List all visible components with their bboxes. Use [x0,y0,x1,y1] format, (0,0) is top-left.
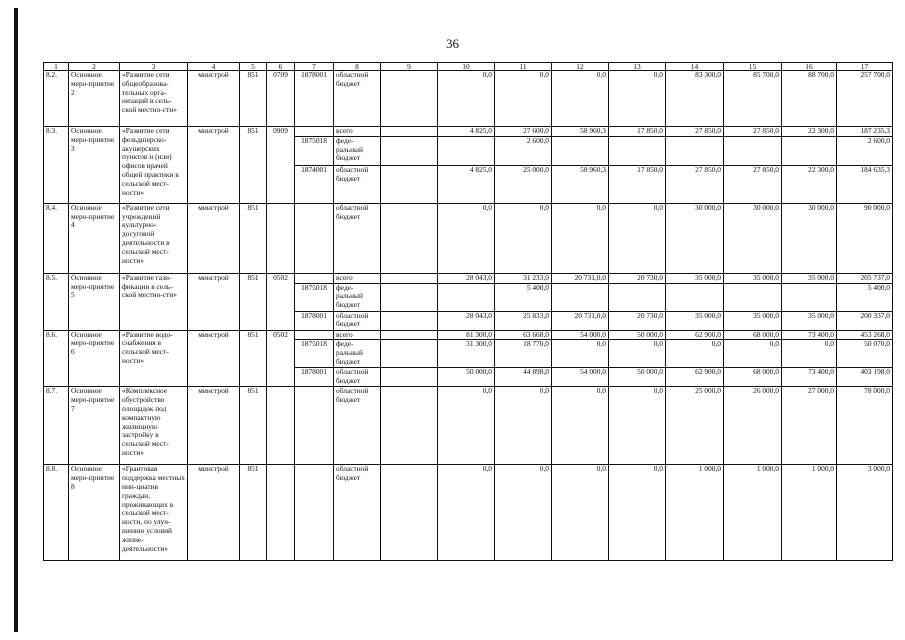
amount-cell: 0,0 [438,71,495,127]
amount-cell: 50 000,0 [438,368,495,387]
measure-name-cell: «Комплексное обустройство площадок под компактную жилищную застройку в сельской мест-ности» [120,387,188,465]
amount-cell: 453 268,0 [837,330,893,340]
amount-cell: 27 600,0 [495,127,552,137]
empty-cell [381,340,438,368]
table-row [44,273,893,283]
amount-cell: 0,0 [438,203,495,273]
amount-cell: 200 337,0 [837,311,893,330]
amount-cell: 62 900,0 [666,330,724,340]
amount-cell: 35 000,0 [666,273,724,283]
amount-cell: 44 898,0 [495,368,552,387]
amount-cell: 0,0 [552,340,609,368]
amount-cell: 257 700,0 [837,71,893,127]
item-number-cell: 8.6. [44,330,69,387]
amount-cell: 0,0 [438,465,495,561]
code-cell: 851 [240,330,267,387]
funding-source-cell: феде-ральный бюджет [334,340,381,368]
amount-cell [609,136,666,165]
amount-cell: 90 000,0 [837,203,893,273]
amount-cell: 22 300,0 [782,127,837,137]
amount-cell: 0,0 [438,387,495,465]
column-number-row [44,63,893,71]
amount-cell: 20 731,0,0 [552,273,609,283]
target-code-cell: 1875018 [295,283,334,311]
amount-cell: 205 737,0 [837,273,893,283]
amount-cell: 0,0 [609,465,666,561]
amount-cell: 17 850,0 [609,165,666,203]
code-cell: 851 [240,127,267,204]
amount-cell: 28 043,0 [438,311,495,330]
column-number-cell: 3 [120,63,188,71]
amount-cell: 184 635,3 [837,165,893,203]
binding-edge-bar [14,8,18,632]
funding-source-cell: всего [334,127,381,137]
item-number-cell: 8.3. [44,127,69,204]
target-code-cell [295,387,334,465]
column-number-cell: 8 [334,63,381,71]
executor-cell: минстрой [188,465,240,561]
empty-cell [381,283,438,311]
funding-source-cell: всего [334,273,381,283]
amount-cell: 1 000,0 [724,465,782,561]
executor-cell: минстрой [188,330,240,387]
amount-cell: 0,0 [724,340,782,368]
amount-cell: 73 400,0 [782,330,837,340]
column-number-cell: 7 [295,63,334,71]
amount-cell: 2 600,0 [495,136,552,165]
amount-cell: 0,0 [552,387,609,465]
column-number-cell: 6 [267,63,295,71]
item-number-cell: 8.4. [44,203,69,273]
amount-cell: 68 000,0 [724,330,782,340]
amount-cell: 78 000,0 [837,387,893,465]
amount-cell: 50 000,0 [609,330,666,340]
amount-cell: 35 000,0 [724,273,782,283]
funding-source-cell: феде-ральный бюджет [334,136,381,165]
amount-cell: 4 825,0 [438,165,495,203]
amount-cell [666,136,724,165]
column-number-cell: 17 [837,63,893,71]
measure-name-cell: «Развитие гази-фикации в сель-ской местно-сти» [120,273,188,330]
column-number-cell: 2 [69,63,120,71]
amount-cell: 20 730,0 [609,311,666,330]
target-code-cell: 1878001 [295,368,334,387]
amount-cell: 30 000,0 [782,203,837,273]
measure-type-cell: Основное меро-приятие 2 [69,71,120,127]
amount-cell: 62 900,0 [666,368,724,387]
amount-cell: 54 000,0 [552,368,609,387]
section-code-cell: 0709 [267,71,295,127]
empty-cell [381,71,438,127]
amount-cell: 30 000,0 [666,203,724,273]
amount-cell: 0,0 [552,465,609,561]
executor-cell: минстрой [188,387,240,465]
amount-cell: 25 000,0 [666,387,724,465]
amount-cell: 1 000,0 [666,465,724,561]
amount-cell: 35 000,0 [782,273,837,283]
section-code-cell: 0502 [267,273,295,330]
measure-name-cell: «Развитие водо-снабжения в сельской мест-ности» [120,330,188,387]
item-number-cell: 8.8. [44,465,69,561]
amount-cell: 35 000,0 [724,311,782,330]
empty-cell [381,203,438,273]
column-number-cell: 12 [552,63,609,71]
amount-cell: 85 700,0 [724,71,782,127]
executor-cell: минстрой [188,71,240,127]
target-code-cell [295,273,334,283]
measure-type-cell: Основное меро-приятие 3 [69,127,120,204]
amount-cell: 1 000,0 [782,465,837,561]
section-code-cell [267,465,295,561]
amount-cell: 30 000,0 [724,203,782,273]
column-number-cell: 5 [240,63,267,71]
amount-cell: 0,0 [609,340,666,368]
empty-cell [381,311,438,330]
amount-cell: 58 960,3 [552,165,609,203]
amount-cell: 81 300,0 [438,330,495,340]
measure-name-cell: «Развитие сети фельдшерско-акушерских пунктов и (или) офисов врачей общей практики в сельской мест-ности» [120,127,188,204]
section-code-cell: 0502 [267,330,295,387]
table-row [44,465,893,561]
section-code-cell: 0909 [267,127,295,204]
amount-cell: 27 000,0 [782,387,837,465]
amount-cell: 35 000,0 [782,311,837,330]
measure-type-cell: Основное меро-приятие 7 [69,387,120,465]
section-code-cell [267,203,295,273]
empty-cell [381,387,438,465]
table-row [44,330,893,340]
executor-cell: минстрой [188,127,240,204]
empty-cell [381,127,438,137]
funding-source-cell: всего [334,330,381,340]
funding-source-cell: областной бюджет [334,387,381,465]
amount-cell: 27 850,0 [666,127,724,137]
amount-cell [552,283,609,311]
item-number-cell: 8.7. [44,387,69,465]
empty-cell [381,368,438,387]
amount-cell: 0,0 [782,340,837,368]
amount-cell: 68 000,0 [724,368,782,387]
amount-cell: 0,0 [666,340,724,368]
amount-cell [724,283,782,311]
amount-cell: 31 233,0 [495,273,552,283]
target-code-cell: 1875018 [295,340,334,368]
empty-cell [381,136,438,165]
target-code-cell [295,330,334,340]
amount-cell: 0,0 [609,387,666,465]
funding-source-cell: областной бюджет [334,203,381,273]
amount-cell [666,283,724,311]
funding-source-cell: областной бюджет [334,71,381,127]
amount-cell: 63 668,0 [495,330,552,340]
column-number-cell: 1 [44,63,69,71]
funding-source-cell: областной бюджет [334,368,381,387]
empty-cell [381,465,438,561]
measure-type-cell: Основное меро-приятие 4 [69,203,120,273]
table-row [44,203,893,273]
amount-cell: 2 600,0 [837,136,893,165]
empty-cell [381,330,438,340]
amount-cell: 0,0 [495,71,552,127]
amount-cell: 27 850,0 [724,165,782,203]
amount-cell [552,136,609,165]
measure-name-cell: «Развитие сети учреждений культурно-досуговой деятельности в сельской мест-ности» [120,203,188,273]
table-row [44,127,893,137]
section-code-cell [267,387,295,465]
amount-cell: 25 000,0 [495,165,552,203]
amount-cell: 0,0 [495,387,552,465]
amount-cell: 5 400,0 [837,283,893,311]
amount-cell: 35 000,0 [666,311,724,330]
amount-cell: 83 300,0 [666,71,724,127]
code-cell: 851 [240,465,267,561]
amount-cell: 27 850,0 [724,127,782,137]
funding-source-cell: областной бюджет [334,165,381,203]
measure-name-cell: «Развитие сети общеобразова-тельных орга-низаций в сель-ской местно-сти» [120,71,188,127]
amount-cell: 31 300,0 [438,340,495,368]
amount-cell: 0,0 [495,203,552,273]
executor-cell: минстрой [188,203,240,273]
table-row [44,387,893,465]
column-number-cell: 14 [666,63,724,71]
amount-cell: 187 235,3 [837,127,893,137]
amount-cell: 403 198,0 [837,368,893,387]
amount-cell: 0,0 [552,203,609,273]
measure-type-cell: Основное меро-приятие 6 [69,330,120,387]
amount-cell: 58 960,3 [552,127,609,137]
amount-cell: 73 400,0 [782,368,837,387]
column-number-cell: 13 [609,63,666,71]
funding-source-cell: областной бюджет [334,465,381,561]
amount-cell [438,283,495,311]
item-number-cell: 8.2. [44,71,69,127]
amount-cell: 0,0 [552,71,609,127]
amount-cell: 0,0 [609,71,666,127]
amount-cell [724,136,782,165]
target-code-cell: 1878001 [295,311,334,330]
code-cell: 851 [240,387,267,465]
amount-cell: 25 833,0 [495,311,552,330]
amount-cell: 50 000,0 [609,368,666,387]
page-number: 36 [446,36,459,51]
amount-cell: 20 731,0,0 [552,311,609,330]
budget-table [43,62,893,561]
column-number-cell: 11 [495,63,552,71]
target-code-cell: 1874001 [295,165,334,203]
target-code-cell [295,465,334,561]
amount-cell: 50 070,0 [837,340,893,368]
amount-cell: 54 000,0 [552,330,609,340]
amount-cell: 22 300,0 [782,165,837,203]
amount-cell: 27 850,0 [666,165,724,203]
amount-cell: 5 400,0 [495,283,552,311]
amount-cell: 3 000,0 [837,465,893,561]
amount-cell [782,283,837,311]
amount-cell: 28 043,0 [438,273,495,283]
target-code-cell: 1878001 [295,71,334,127]
table-body [44,63,893,561]
column-number-cell: 15 [724,63,782,71]
empty-cell [381,165,438,203]
amount-cell: 0,0 [609,203,666,273]
target-code-cell [295,203,334,273]
code-cell: 851 [240,273,267,330]
column-number-cell: 16 [782,63,837,71]
funding-source-cell: феде-ральный бюджет [334,283,381,311]
amount-cell: 88 700,0 [782,71,837,127]
column-number-cell: 4 [188,63,240,71]
empty-cell [381,273,438,283]
measure-name-cell: «Грантовая поддержка местных ини-циатив граждан, проживающих в сельской мест-ности, по улуч-шению условий жизне-деятельности» [120,465,188,561]
code-cell: 851 [240,71,267,127]
amount-cell [609,283,666,311]
executor-cell: минстрой [188,273,240,330]
funding-source-cell: областной бюджет [334,311,381,330]
amount-cell: 4 825,0 [438,127,495,137]
column-number-cell: 10 [438,63,495,71]
amount-cell [438,136,495,165]
amount-cell [782,136,837,165]
table-row [44,71,893,127]
code-cell: 851 [240,203,267,273]
amount-cell: 17 850,0 [609,127,666,137]
amount-cell: 26 000,0 [724,387,782,465]
amount-cell: 0,0 [495,465,552,561]
amount-cell: 18 770,0 [495,340,552,368]
column-number-cell: 9 [381,63,438,71]
target-code-cell: 1875018 [295,136,334,165]
amount-cell: 20 730,0 [609,273,666,283]
measure-type-cell: Основное меро-приятие 8 [69,465,120,561]
target-code-cell [295,127,334,137]
measure-type-cell: Основное меро-приятие 5 [69,273,120,330]
item-number-cell: 8.5. [44,273,69,330]
